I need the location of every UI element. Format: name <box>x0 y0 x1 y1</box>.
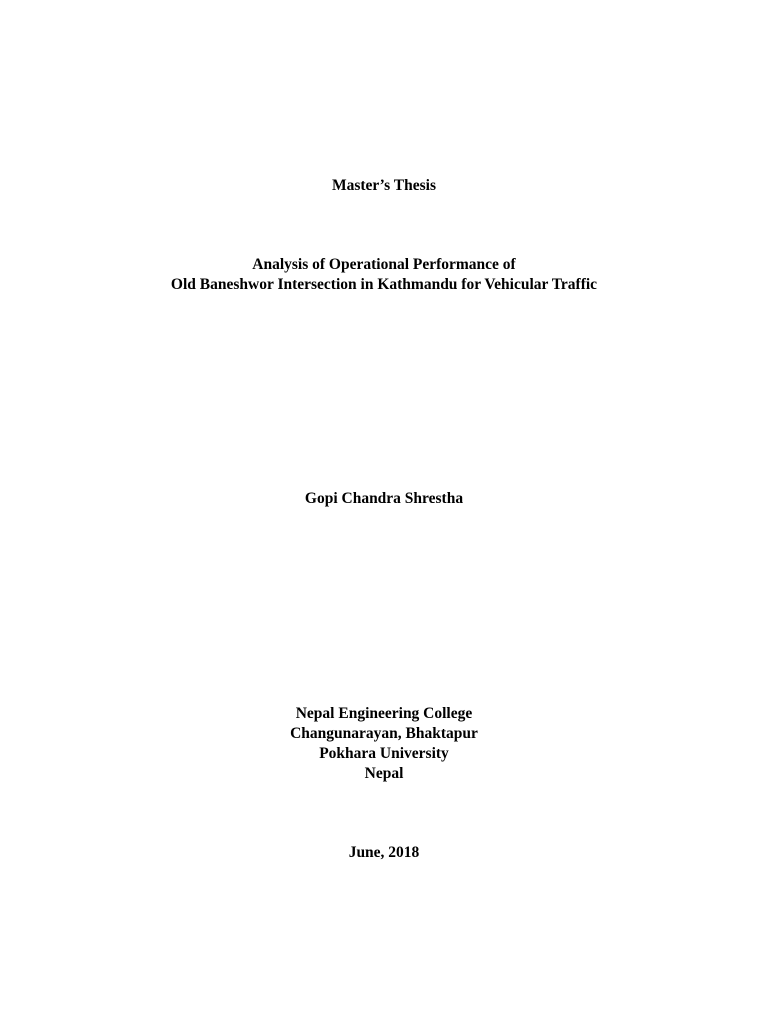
author-name: Gopi Chandra Shrestha <box>304 490 464 507</box>
institution-country: Nepal <box>364 765 404 782</box>
institution-location: Changunarayan, Bhaktapur <box>290 725 478 742</box>
thesis-title-line-1: Analysis of Operational Performance of <box>252 256 516 273</box>
document-type-label: Master’s Thesis <box>331 177 437 194</box>
submission-date: June, 2018 <box>348 844 420 861</box>
institution-college: Nepal Engineering College <box>295 705 473 722</box>
thesis-title-line-2: Old Baneshwor Intersection in Kathmandu for Vehicular Traffic <box>170 276 598 293</box>
institution-university: Pokhara University <box>319 745 449 762</box>
